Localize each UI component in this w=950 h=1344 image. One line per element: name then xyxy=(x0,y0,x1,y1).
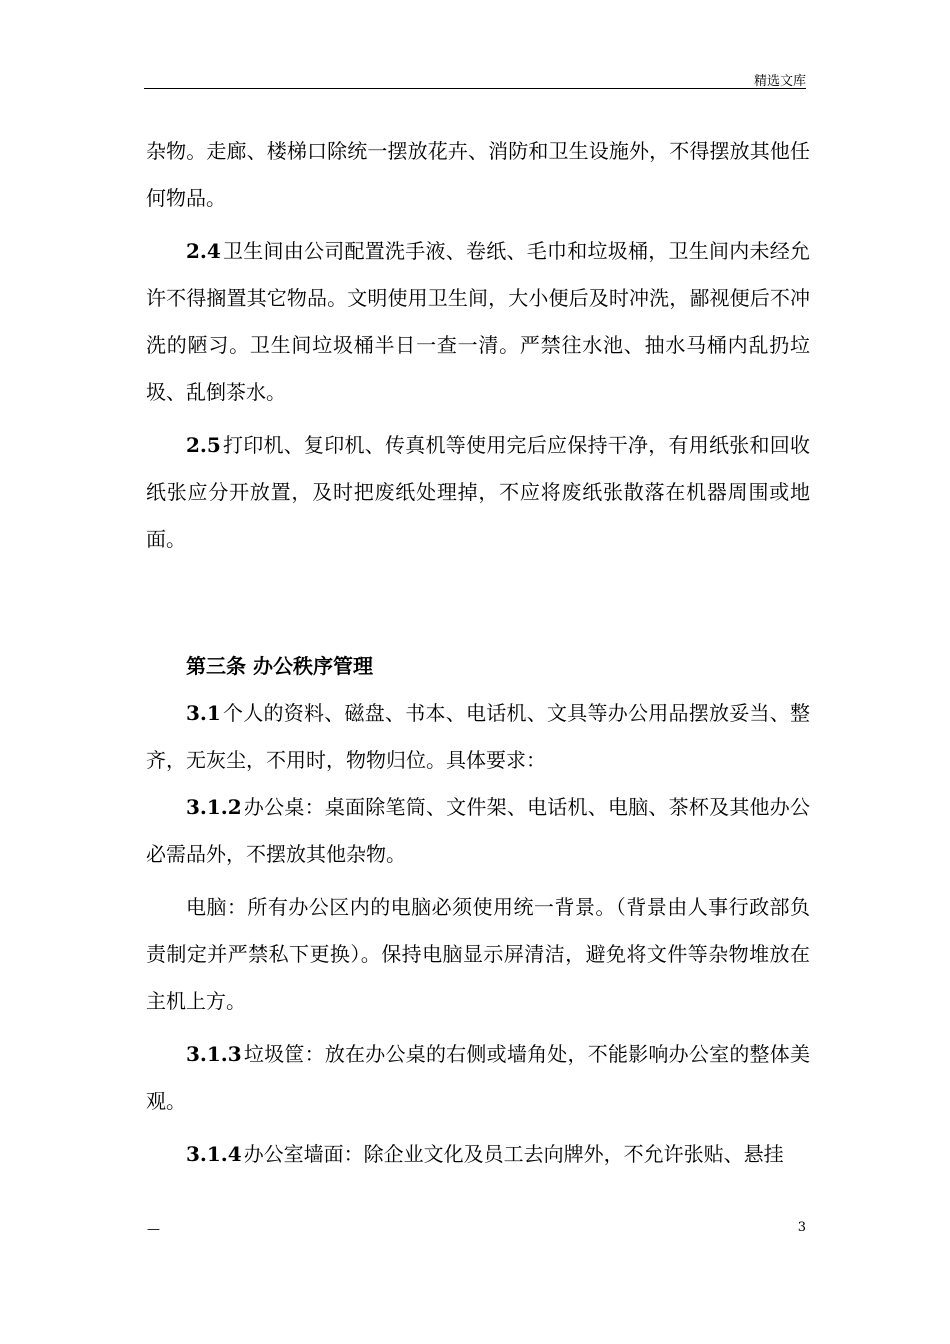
paragraph-2-5 xyxy=(146,422,810,563)
paragraph-2-4 xyxy=(146,228,810,416)
clause-text: 卫生间由公司配置洗手液、卷纸、毛巾和垃圾桶，卫生间内未经允许不得搁置其它物品。文明使用卫生间，大小便后及时冲洗，鄙视便后不冲洗的陋习。卫生间垃圾桶半日一查一清。严禁往水池、抽水马桶内乱扔垃圾、乱倒茶水。 xyxy=(146,239,810,404)
clause-text: 办公桌：桌面除笔筒、文件架、电话机、电脑、茶杯及其他办公必需品外，不摆放其他杂物。 xyxy=(146,795,810,866)
paragraph-3-1 xyxy=(146,690,810,784)
clause-number: 2.4 xyxy=(186,239,221,263)
clause-number: 3.1.4 xyxy=(186,1142,242,1166)
paragraph-3-1-2 xyxy=(146,784,810,878)
clause-number: 3.1 xyxy=(186,701,221,725)
footer-dash: — xyxy=(147,1222,160,1237)
clause-text: 垃圾筐：放在办公桌的右侧或墙角处，不能影响办公室的整体美观。 xyxy=(146,1042,810,1113)
paragraph-3-1-3 xyxy=(146,1031,810,1125)
clause-number: 2.5 xyxy=(186,433,221,457)
clause-number: 3.1.2 xyxy=(186,795,242,819)
header-label: 精选文库 xyxy=(753,74,806,89)
document-body xyxy=(146,128,810,1178)
paragraph-continued: 杂物。走廊、楼梯口除统一摆放花卉、消防和卫生设施外，不得摆放其他任何物品。 xyxy=(146,139,810,210)
paragraph-computer: 电脑：所有办公区内的电脑必须使用统一背景。（背景由人事行政部负责制定并严禁私下更换）。保持电脑显示屏清洁，避免将文件等杂物堆放在主机上方。 xyxy=(146,895,810,1013)
page-number: 3 xyxy=(797,1220,806,1235)
clause-text: 个人的资料、磁盘、书本、电话机、文具等办公用品摆放妥当、整齐，无灰尘，不用时，物物归位。具体要求： xyxy=(146,701,810,772)
section-heading: 第三条 办公秩序管理 xyxy=(186,654,373,678)
header-rule xyxy=(144,88,806,89)
clause-text: 打印机、复印机、传真机等使用完后应保持干净，有用纸张和回收纸张应分开放置，及时把废纸处理掉，不应将废纸张散落在机器周围或地面。 xyxy=(146,433,810,551)
clause-number: 3.1.3 xyxy=(186,1042,242,1066)
clause-text: 办公室墙面：除企业文化及员工去向牌外，不允许张贴、悬挂 xyxy=(243,1142,784,1166)
paragraph-3-1-4 xyxy=(146,1131,810,1178)
